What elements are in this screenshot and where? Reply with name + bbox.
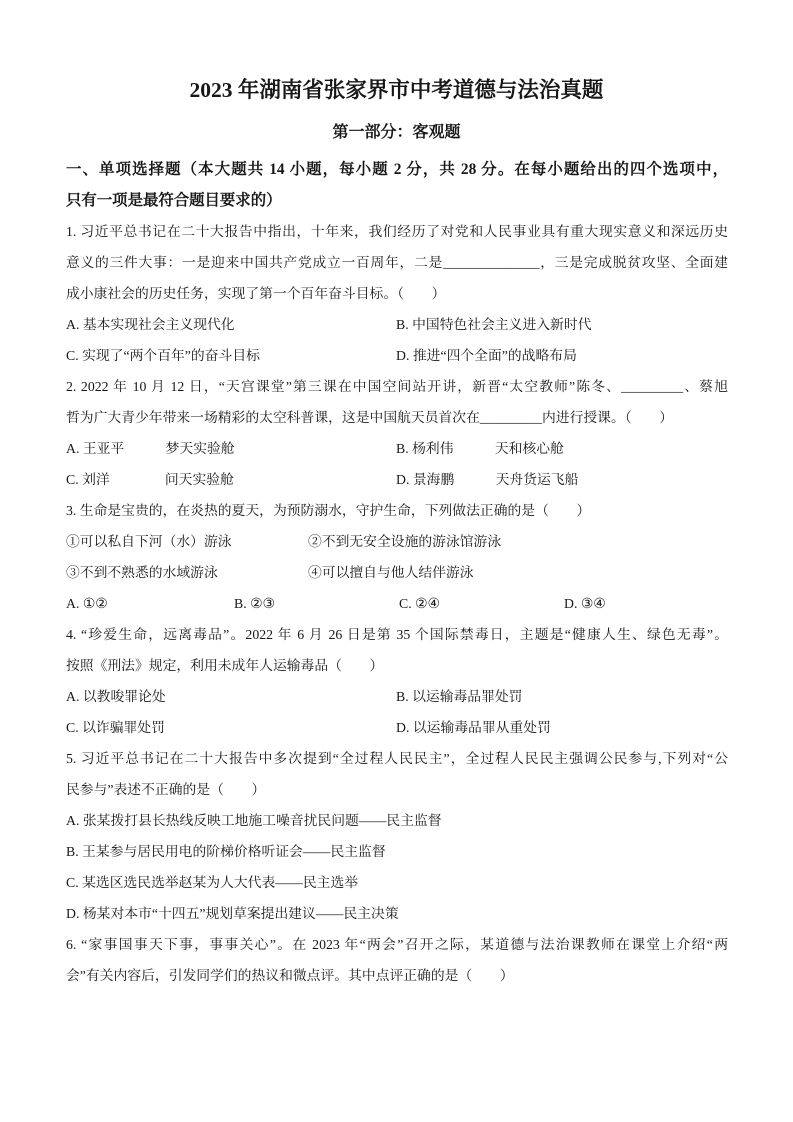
option-a: A. ①②	[66, 596, 108, 611]
question-5	[66, 743, 728, 929]
option-b: B. 中国特色社会主义进入新时代	[396, 317, 592, 332]
question-4-stem-line: 按照《刑法》规定，利用未成年人运输毒品（ ）	[66, 658, 384, 673]
part-heading: 第一部分：客观题	[332, 124, 461, 141]
statement-3: ③不到不熟悉的水域游泳	[66, 565, 218, 580]
section-heading-line-1: 一、单项选择题（本大题共 14 小题，每小题 2 分，共 28 分。在每小题给出的四个选项中，	[66, 161, 728, 178]
option-a: A. 王亚平 梦天实验舱	[66, 441, 235, 456]
option-d: D. 推进“四个全面”的战略布局	[396, 348, 577, 363]
option-c: C. 某选区选民选举赵某为人大代表——民主选举	[66, 875, 359, 890]
question-1	[66, 216, 728, 371]
statement-4: ④可以擅自与他人结伴游泳	[308, 565, 474, 580]
option-c: C. 实现了“两个百年”的奋斗目标	[66, 348, 260, 363]
question-5-options	[66, 805, 728, 929]
option-d: D. 杨某对本市“十四五”规划草案提出建议——民主决策	[66, 906, 399, 921]
question-6	[66, 929, 728, 991]
statement-1: ①可以私自下河（水）游泳	[66, 534, 232, 549]
option-d: D. 以运输毒品罪从重处罚	[396, 720, 551, 735]
option-a: A. 以教唆罪论处	[66, 689, 166, 704]
page-title: 2023 年湖南省张家界市中考道德与法治真题	[189, 78, 604, 102]
question-6-stem-line: 6. “家事国事天下事，事事关心”。在 2023 年“两会”召开之际，某道德与法治课教师在课堂上介绍“两	[66, 937, 728, 952]
section-heading-line-2: 只有一项是最符合题目要求的）	[66, 192, 282, 209]
document-body	[66, 154, 728, 991]
statement-2: ②不到无安全设施的游泳馆游泳	[308, 534, 502, 549]
option-d: D. 景海鹏 天舟货运飞船	[396, 472, 579, 487]
option-d: D. ③④	[564, 596, 606, 611]
question-2-stem-line: 哲为广大青少年带来一场精彩的太空科普课，这是中国航天员首次在_________内进行授课。（ ）	[66, 410, 674, 425]
option-b: B. 杨利伟 天和核心舱	[396, 441, 564, 456]
question-3-stem-line: 3. 生命是宝贵的，在炎热的夏天，为预防溺水，守护生命，下列做法正确的是（ ）	[66, 503, 591, 518]
option-b: B. 以运输毒品罪处罚	[396, 689, 523, 704]
option-b: B. 王某参与居民用电的阶梯价格听证会——民主监督	[66, 844, 386, 859]
question-1-stem-line: 1. 习近平总书记在二十大报告中指出，十年来，我们经历了对党和人民事业具有重大现实意义和深远历史	[66, 224, 728, 239]
question-1-options	[66, 309, 728, 371]
question-1-stem-line: 成小康社会的历史任务，实现了第一个百年奋斗目标。（ ）	[66, 286, 446, 301]
question-2	[66, 371, 728, 495]
question-2-options	[66, 433, 728, 495]
option-c: C. 以诈骗罪处罚	[66, 720, 165, 735]
question-6-stem-line: 会”有关内容后，引发同学们的热议和微点评。其中点评正确的是（ ）	[66, 968, 514, 983]
question-4-stem-line: 4. “珍爱生命，远离毒品”。2022 年 6 月 26 日是第 35 个国际禁毒日，主题是“健康人生、绿色无毒”。	[66, 627, 728, 642]
option-c: C. ②④	[399, 596, 440, 611]
question-3	[66, 495, 728, 619]
question-1-stem-line: 意义的三件大事：一是迎来中国共产党成立一百周年，二是______________，三是完成脱贫攻坚、全面建	[66, 255, 728, 270]
question-3-statements	[66, 526, 728, 588]
question-5-stem-line: 5. 习近平总书记在二十大报告中多次提到“全过程人民民主”，全过程人民民主强调公民参与,下列对“公	[66, 751, 728, 766]
section-heading	[66, 154, 728, 216]
option-a: A. 基本实现社会主义现代化	[66, 317, 235, 332]
question-4	[66, 619, 728, 743]
question-2-stem-line: 2. 2022 年 10 月 12 日，“天宫课堂”第三课在中国空间站开讲，新晋“太空教师”陈冬、_________、蔡旭	[66, 379, 728, 394]
question-4-options	[66, 681, 728, 743]
question-5-stem-line: 民参与”表述不正确的是（ ）	[66, 782, 266, 797]
question-3-options	[66, 588, 728, 619]
option-c: C. 刘洋 问天实验舱	[66, 472, 234, 487]
option-b: B. ②③	[234, 596, 275, 611]
option-a: A. 张某拨打县长热线反映工地施工噪音扰民问题——民主监督	[66, 813, 442, 828]
